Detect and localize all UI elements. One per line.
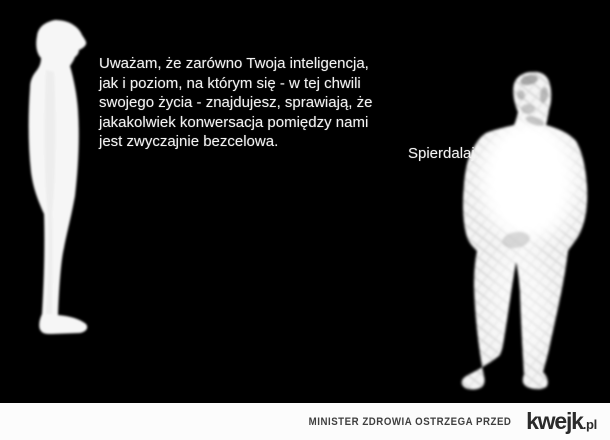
quote-line: jest zwyczajnie bezcelowa. xyxy=(99,133,279,150)
quote-line: jakakolwiek konwersacja pomiędzy nami xyxy=(99,113,369,131)
kwejk-logo-name: kwejk xyxy=(526,408,583,434)
thin-man-silhouette xyxy=(29,20,88,334)
quote-line: Uważam, że zarówno Twoja inteligencja, xyxy=(99,55,369,72)
kwejk-logo-tld: .pl xyxy=(582,417,597,432)
footer-warning-text: MINISTER ZDROWIA OSTRZEGA PRZED xyxy=(308,415,512,428)
quote-line: jak i poziom, na którym się - w tej chwili xyxy=(99,74,361,92)
footer-bar xyxy=(0,403,610,440)
large-man-silhouette xyxy=(455,60,595,400)
kwejk-logo[interactable] xyxy=(526,408,597,435)
reply-text: Spierdalaj. xyxy=(408,145,479,162)
quote-line: swojego życia - znajdujesz, sprawiają, że xyxy=(99,94,373,111)
quote-text-block xyxy=(99,54,372,152)
